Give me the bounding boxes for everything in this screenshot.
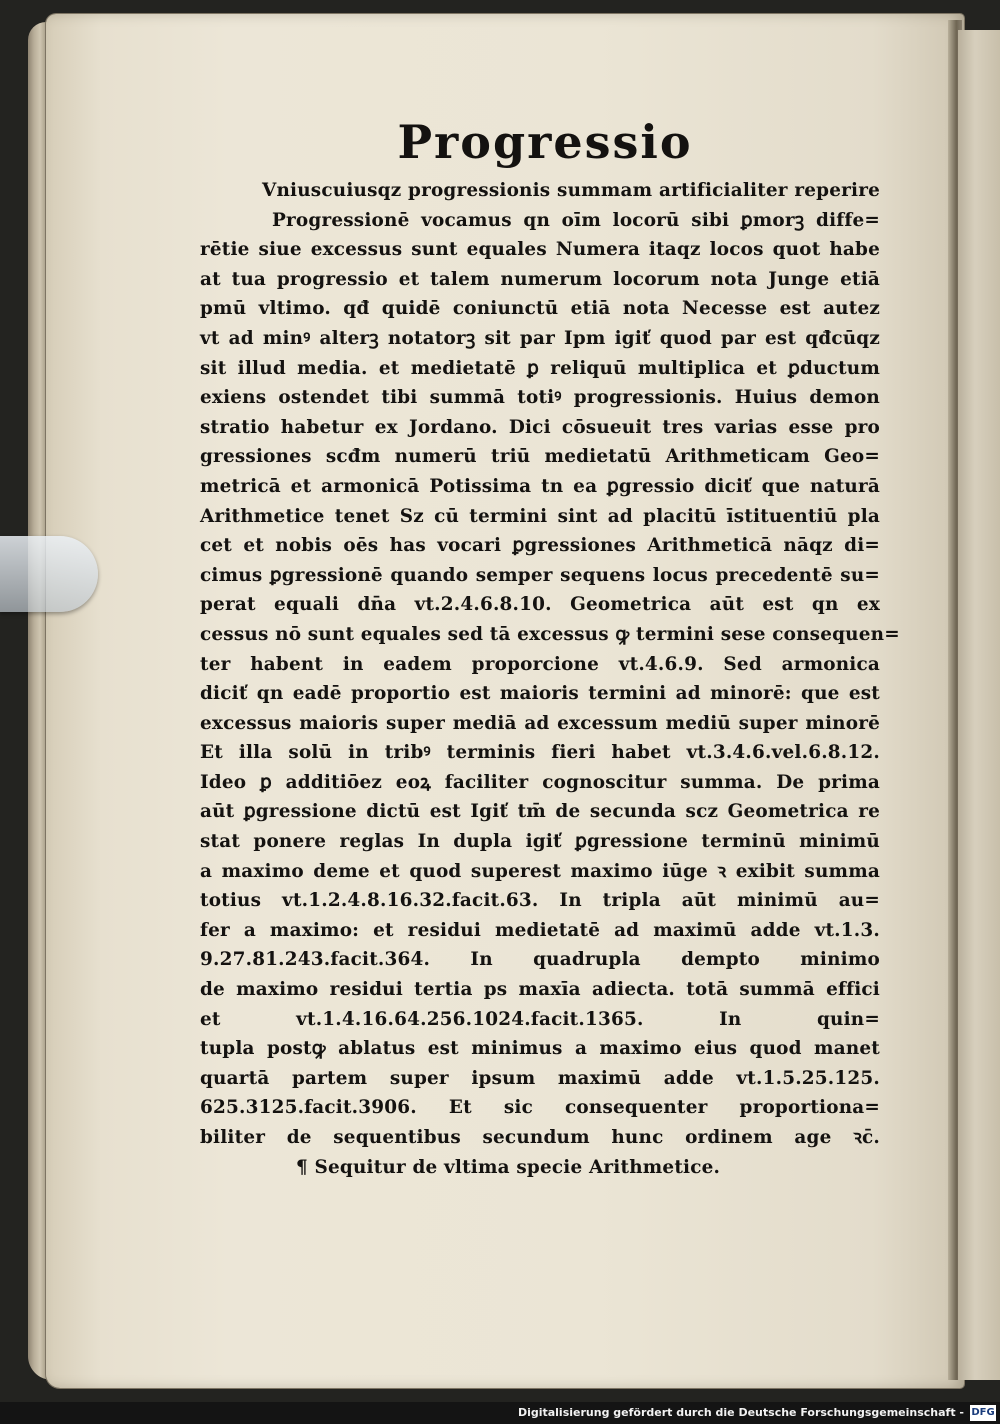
text-line: perat equali dn̄a vt.2.4.6.8.10. Geometrica aūt est qn ex [200,594,880,616]
page-holder-clip [0,536,98,612]
text-line: cet et nobis oēs has vocari ꝑgressiones Arithmeticā nāqz di= [200,535,880,557]
footer-bar [0,1402,1000,1424]
text-line: rētie siue excessus sunt equales Numera itaqz locos quot habe [200,239,880,261]
text-line: stratio habetur ex Jordano. Dici cōsueuit tres varias esse pro [200,416,880,438]
facing-page-edge [958,30,1000,1380]
funding-notice: Digitalisierung gefördert durch die Deutsche Forschungsgemeinschaft - [517,1406,964,1419]
text-line: Et illa solū in tribꝰ terminis fieri habet vt.3.4.6.vel.6.8.12. [200,742,880,764]
text-line: Progressionē vocamus qn oīm locorū sibi ꝑmorꝫ diffe= [272,209,880,231]
text-line: vt ad minꝰ alterꝫ notatorꝫ sit par Ipm igiť quod par est qđcūqz [200,327,880,349]
page-heading: Progressio [397,115,693,169]
text-line: stat ponere reglas In dupla igiť ꝑgressione terminū minimū [200,831,880,853]
text-line: tupla postꝙ ablatus est minimus a maximo eius quod manet [200,1038,880,1060]
text-line: fer a maximo: et residui medietatē ad maximū adde vt.1.3. [200,919,880,941]
text-line: 9.27.81.243.facit.364. In quadrupla dempto minimo [200,949,880,971]
text-line: excessus maioris super mediā ad excessum mediū super minorē [200,712,880,734]
text-line: 625.3125.facit.3906. Et sic consequenter proportiona= [200,1097,880,1119]
body-text [200,176,900,1153]
text-line: at tua progressio et talem numerum locorum nota Junge etiā [200,268,880,290]
closing-line: ¶ Sequitur de vltima specie Arithmetice. [296,1156,721,1178]
text-line: totius vt.1.2.4.8.16.32.facit.63. In tripla aūt minimū au= [200,890,880,912]
text-line: Ideo ꝑ additiōez eoꝝ faciliter cognoscitur summa. De prima [200,771,880,793]
dfg-logo: DFG [970,1405,996,1421]
text-line: Vniuscuiusqz progressionis summam artificialiter reperire [262,180,880,201]
text-line: exiens ostendet tibi summā totiꝰ progressionis. Huius demon [200,387,880,409]
text-line: cimus ꝑgressionē quando semper sequens locus precedentē su= [200,564,880,586]
text-line: biliter de sequentibus secundum hunc ordinem age ꝛc̄. [200,1127,880,1148]
text-line: a maximo deme et quod superest maximo iūge ꝛ exibit summa [200,860,880,882]
text-line: cessus nō sunt equales sed tā excessus ꝙ termini sese consequen= [200,623,900,645]
text-line: metricā et armonicā Potissima tn ea ꝑgressio diciť que naturā [200,475,880,497]
text-line: quartā partem super ipsum maximū adde vt.1.5.25.125. [200,1067,880,1089]
text-line: sit illud media. et medietatē ꝑ reliquū multiplica et ꝑductum [200,357,880,379]
text-line: diciť qn eadē proportio est maioris termini ad minorē: que est [200,683,880,705]
text-line: Arithmetice tenet Sz cū termini sint ad placitū īstituentiū pla [200,505,880,527]
text-line: et vt.1.4.16.64.256.1024.facit.1365. In quin= [200,1008,880,1030]
text-line: pmū vltimo. qđ quidē coniunctū etiā nota Necesse est autez [200,298,880,320]
text-line: de maximo residui tertia ps maxīa adiecta. totā summā effici [200,979,880,1001]
text-line: gressiones scđm numerū triū medietatū Arithmeticam Geo= [200,446,880,468]
text-line: aūt ꝑgressione dictū est Igiť tm̄ de secunda scz Geometrica re [200,801,880,823]
text-line: ter habent in eadem proporcione vt.4.6.9. Sed armonica [200,653,880,675]
page-text [200,112,900,1182]
